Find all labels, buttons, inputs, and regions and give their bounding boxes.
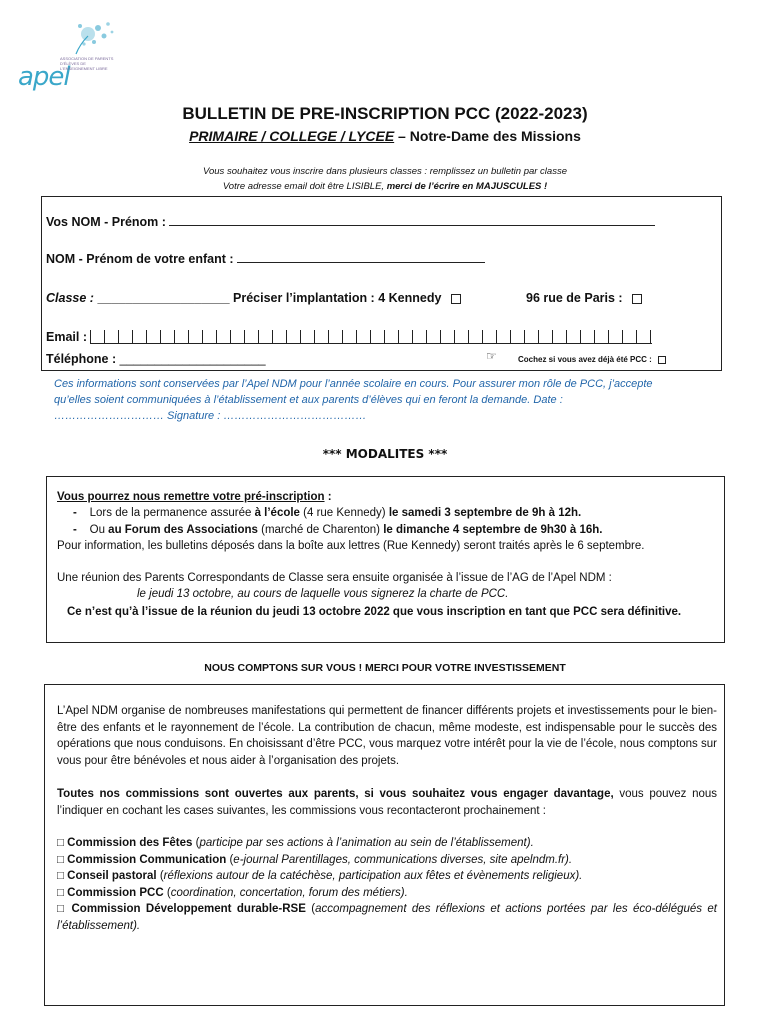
intro-paragraph: L’Apel NDM organise de nombreuses manifestations qui permettent de financer différents projets et investissements pour le bien-être des enfants et le rayonnement de l’école. La contribution de chacun, même modeste, est indispensable pour le succès des opérations que nous conduisons. En choisissant d’être PCC, vous marquez votre intérêt pour la vie de l’école, nous comptons sur vous pour être bénévoles et nous aider à l’organisation des projets. xyxy=(57,705,717,767)
commission-pastoral[interactable]: □ Conseil pastoral (réflexions autour de la catéchèse, participation aux fêtes et évènements religieux). xyxy=(57,870,583,882)
consent-text: Ces informations sont conservées par l’Apel NDM pour l’année scolaire en cours. Pour assurer mon rôle de PCC, j’accepte qu’elles soient communiquées à l’établissement et aux parents d’élèves qui en feront la demande. Date : ………………………… Signature : ………………………………… xyxy=(54,378,653,422)
subtitle-levels: PRIMAIRE / COLLEGE / LYCEE xyxy=(189,128,395,144)
child-name-field[interactable] xyxy=(237,262,485,263)
note-email-text: Votre adresse email doit être LISIBLE, xyxy=(222,181,387,192)
form-box xyxy=(41,196,722,371)
list-item: - Lors de la permanence assurée à l’école (4 rue Kennedy) le samedi 3 septembre de 9h à 12h. xyxy=(73,507,582,519)
rue-de-paris-checkbox[interactable] xyxy=(632,294,642,304)
kennedy-checkbox[interactable] xyxy=(451,294,461,304)
pointer-icon: ☞ xyxy=(486,349,497,363)
name-field[interactable] xyxy=(169,225,655,226)
site-label: Préciser l’implantation : 4 Kennedy xyxy=(233,291,442,305)
list-item: - Ou au Forum des Associations (marché de Charenton) le dimanche 4 septembre de 9h30 à 16h. xyxy=(73,524,603,536)
note-email-caps: merci de l’écrire en MAJUSCULES ! xyxy=(386,181,548,192)
commissions-box xyxy=(44,684,725,1006)
class-field[interactable]: ___________________ xyxy=(97,291,230,305)
name-label: Vos NOM - Prénom : xyxy=(46,215,166,229)
commission-rse[interactable]: □ Commission Développement durable-RSE (accompagnement des réflexions et actions portées par les éco-délégués et l’établissement). xyxy=(57,903,717,932)
meeting-date: le jeudi 13 octobre, au cours de laquelle vous signerez la charte de PCC. xyxy=(137,588,509,600)
email-row xyxy=(46,330,652,344)
email-field[interactable] xyxy=(90,330,652,344)
intro-colon: : xyxy=(324,491,332,503)
subtitle-school: – Notre-Dame des Missions xyxy=(394,128,581,144)
phone-label: Téléphone : xyxy=(46,352,117,366)
note-email xyxy=(0,181,770,192)
commission-communication[interactable]: □ Commission Communication (e-journal Parentillages, communications diverses, site apelndm.fr). xyxy=(57,853,573,866)
commissions-cta: Toutes nos commissions sont ouvertes aux parents, si vous souhaitez vous engager davantage, vous pouvez nous l’indiquer en cochant les cases suivantes, les commissions vous recontacteront prochainement : xyxy=(57,788,718,817)
page-title: BULLETIN DE PRE-INSCRIPTION PCC (2022-2023) xyxy=(182,104,588,123)
phone-field[interactable]: _____________________ xyxy=(119,352,266,366)
name-row xyxy=(46,215,655,229)
child-label: NOM - Prénom de votre enfant : xyxy=(46,252,234,266)
site2-label: 96 rue de Paris : xyxy=(526,291,623,305)
logo-text: apel xyxy=(18,62,70,92)
phone-row xyxy=(46,352,266,366)
intro-text: Vous pourrez nous remettre votre pré-inscription xyxy=(57,491,325,503)
pcc-previous-checkbox[interactable] xyxy=(658,356,666,364)
pcc-check-label: Cochez si vous avez déjà été PCC : xyxy=(518,355,652,364)
pcc-check-row xyxy=(518,355,666,364)
modalites-box xyxy=(46,476,725,643)
commission-fetes[interactable]: □ Commission des Fêtes (participe par ses actions à l’animation au sein de l’établissement). xyxy=(57,837,534,849)
child-row xyxy=(46,252,485,266)
modalites-intro xyxy=(57,489,707,505)
meeting-note: Une réunion des Parents Correspondants de Classe sera ensuite organisée à l’issue de l’AG de l’Apel NDM : xyxy=(57,572,612,584)
modalites-heading: *** MODALITES *** xyxy=(322,447,448,461)
note-multiple-classes: Vous souhaitez vous inscrire dans plusieurs classes : remplissez un bulletin par classe xyxy=(203,166,567,177)
site2-row xyxy=(526,291,642,305)
logo-tagline: ASSOCIATION DE PARENTS D'ÉLÈVES DE L'ENSEIGNEMENT LIBRE xyxy=(60,56,114,71)
commissions-list xyxy=(57,835,717,934)
thanks-heading: NOUS COMPTONS SUR VOUS ! MERCI POUR VOTRE INVESTISSEMENT xyxy=(204,662,566,674)
commission-pcc[interactable]: □ Commission PCC (coordination, concertation, forum des métiers). xyxy=(57,886,408,899)
class-label: Classe : xyxy=(46,291,94,305)
mailbox-note: Pour information, les bulletins déposés dans la boîte aux lettres (Rue Kennedy) seront traités après le 6 septembre. xyxy=(57,540,645,552)
email-label: Email : xyxy=(46,330,87,344)
final-note: Ce n’est qu’à l’issue de la réunion du jeudi 13 octobre 2022 que vous inscription en tant que PCC sera définitive. xyxy=(67,606,682,618)
class-row xyxy=(46,291,461,305)
page-subtitle xyxy=(0,128,770,144)
